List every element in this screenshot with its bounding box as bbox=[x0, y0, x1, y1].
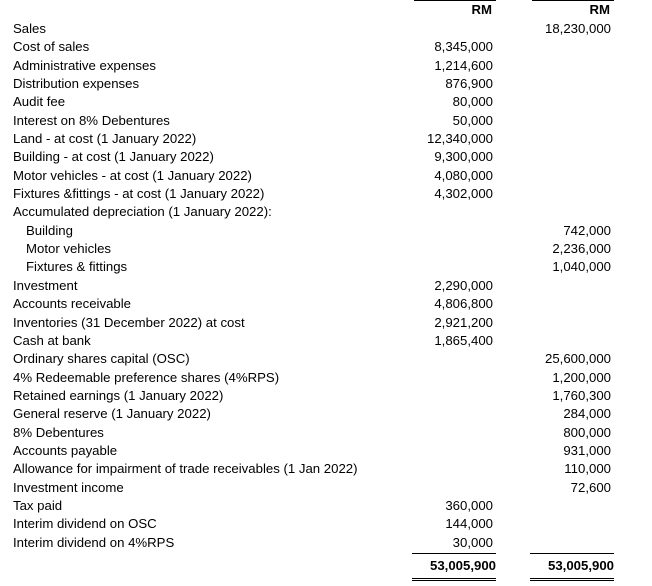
credit-amount: 800,000 bbox=[563, 424, 611, 440]
debit-column-header: RM bbox=[471, 2, 492, 17]
table-row bbox=[13, 314, 613, 332]
credit-amount: 1,200,000 bbox=[552, 369, 611, 385]
account-label: Interim dividend on OSC bbox=[13, 516, 157, 532]
debit-amount: 12,340,000 bbox=[426, 131, 493, 147]
debit-amount: 9,300,000 bbox=[434, 149, 493, 165]
debit-amount: 144,000 bbox=[445, 516, 493, 532]
debit-amount: 1,865,400 bbox=[434, 332, 493, 348]
credit-amount: 1,040,000 bbox=[552, 259, 611, 275]
credit-amount: 1,760,300 bbox=[552, 387, 611, 403]
account-label: Motor vehicles bbox=[26, 241, 112, 257]
totals-row bbox=[0, 553, 652, 583]
table-row bbox=[13, 112, 613, 130]
account-label: Building - at cost (1 January 2022) bbox=[13, 149, 214, 165]
table-row bbox=[13, 222, 613, 240]
debit-amount: 30,000 bbox=[452, 534, 493, 550]
credit-amount: 110,000 bbox=[564, 461, 611, 477]
credit-amount: 931,000 bbox=[563, 442, 611, 458]
account-label: Fixtures & fittings bbox=[26, 259, 128, 275]
credit-total-top-rule bbox=[530, 553, 614, 554]
table-row bbox=[13, 295, 613, 313]
debit-total-double-rule bbox=[412, 578, 496, 581]
table-row bbox=[13, 167, 613, 185]
debit-amount: 1,214,600 bbox=[434, 57, 493, 73]
credit-total-double-rule bbox=[530, 578, 614, 581]
table-row bbox=[13, 460, 613, 478]
account-label: Accumulated depreciation (1 January 2022): bbox=[13, 204, 272, 220]
account-label: Sales bbox=[13, 21, 46, 36]
debit-total: 53,005,900 bbox=[429, 558, 496, 573]
debit-amount: 50,000 bbox=[452, 112, 493, 128]
table-row bbox=[13, 38, 613, 56]
credit-amount: 2,236,000 bbox=[552, 241, 611, 257]
table-row bbox=[13, 93, 613, 111]
account-label: Building bbox=[26, 222, 73, 238]
account-label: Administrative expenses bbox=[13, 57, 156, 73]
debit-amount: 4,806,800 bbox=[434, 296, 493, 312]
account-label: Interest on 8% Debentures bbox=[13, 112, 170, 128]
table-row bbox=[13, 75, 613, 93]
debit-amount: 4,302,000 bbox=[434, 186, 493, 202]
credit-total: 53,005,900 bbox=[547, 558, 614, 573]
account-label: Interim dividend on 4%RPS bbox=[13, 534, 175, 550]
account-label: Allowance for impairment of trade receivables (1 Jan 2022) bbox=[13, 461, 358, 477]
account-label: Accounts receivable bbox=[13, 296, 132, 312]
credit-amount: 72,600 bbox=[570, 479, 611, 495]
table-row bbox=[13, 350, 613, 368]
trial-balance-rows bbox=[13, 20, 613, 552]
debit-amount: 876,900 bbox=[445, 76, 493, 92]
account-label: 8% Debentures bbox=[13, 424, 104, 440]
account-label: Inventories (31 December 2022) at cost bbox=[13, 314, 245, 330]
table-row bbox=[13, 515, 613, 533]
account-label: Ordinary shares capital (OSC) bbox=[13, 351, 190, 367]
table-row bbox=[13, 57, 613, 75]
debit-amount: 2,290,000 bbox=[434, 277, 493, 293]
account-label: Cost of sales bbox=[13, 39, 90, 55]
account-label: Investment income bbox=[13, 479, 124, 495]
table-row bbox=[13, 424, 613, 442]
account-label: Land - at cost (1 January 2022) bbox=[13, 131, 197, 147]
debit-amount: 80,000 bbox=[452, 94, 493, 110]
table-row bbox=[13, 240, 613, 258]
account-label: Retained earnings (1 January 2022) bbox=[13, 387, 224, 403]
debit-amount: 4,080,000 bbox=[434, 167, 493, 183]
table-row bbox=[13, 369, 613, 387]
table-row bbox=[13, 20, 613, 38]
account-label: 4% Redeemable preference shares (4%RPS) bbox=[13, 369, 280, 385]
table-row bbox=[13, 277, 613, 295]
debit-amount: 8,345,000 bbox=[434, 39, 493, 55]
credit-amount: 18,230,000 bbox=[544, 21, 611, 36]
table-row bbox=[13, 130, 613, 148]
table-row bbox=[13, 479, 613, 497]
account-label: Fixtures &fittings - at cost (1 January 2022) bbox=[13, 186, 265, 202]
credit-amount: 25,600,000 bbox=[544, 351, 611, 367]
table-row bbox=[13, 148, 613, 166]
account-label: Motor vehicles - at cost (1 January 2022) bbox=[13, 167, 252, 183]
debit-amount: 360,000 bbox=[445, 497, 493, 513]
table-row bbox=[13, 203, 613, 221]
account-label: Distribution expenses bbox=[13, 76, 140, 92]
account-label: General reserve (1 January 2022) bbox=[13, 406, 211, 422]
account-label: Tax paid bbox=[13, 497, 63, 513]
table-row bbox=[13, 258, 613, 276]
debit-amount: 2,921,200 bbox=[434, 314, 493, 330]
account-label: Investment bbox=[13, 277, 78, 293]
credit-amount: 742,000 bbox=[563, 222, 611, 238]
credit-amount: 284,000 bbox=[563, 406, 611, 422]
account-label: Audit fee bbox=[13, 94, 66, 110]
table-row bbox=[13, 534, 613, 552]
account-label: Accounts payable bbox=[13, 442, 118, 458]
table-row bbox=[13, 387, 613, 405]
table-row bbox=[13, 442, 613, 460]
table-row bbox=[13, 405, 613, 423]
table-row bbox=[13, 185, 613, 203]
table-row bbox=[13, 332, 613, 350]
credit-column-header: RM bbox=[589, 2, 610, 17]
table-row bbox=[13, 497, 613, 515]
debit-total-top-rule bbox=[412, 553, 496, 554]
account-label: Cash at bank bbox=[13, 332, 91, 348]
